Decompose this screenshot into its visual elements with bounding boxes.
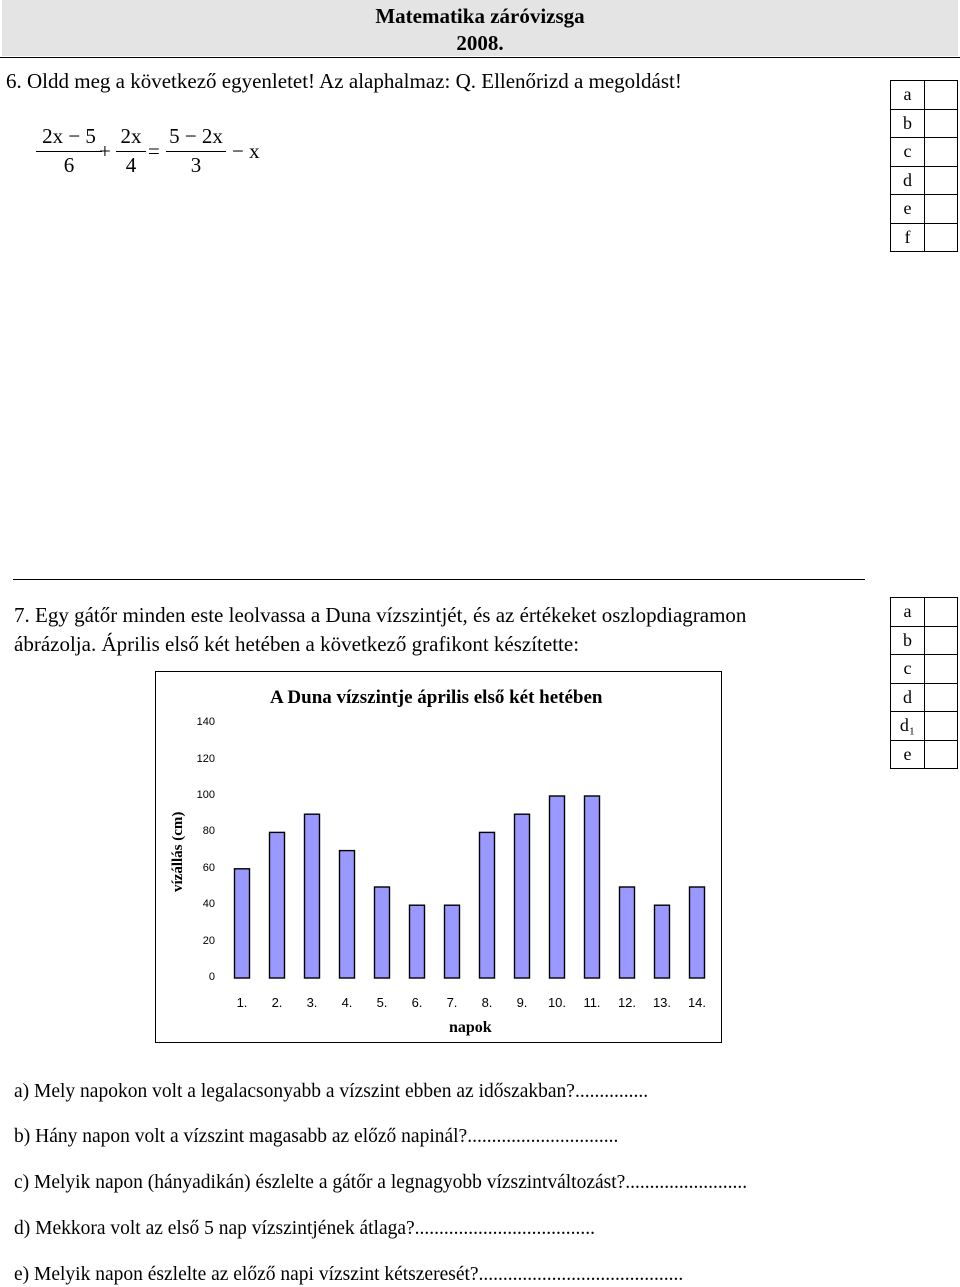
fraction-3: 5 − 2x 3 [166,124,226,178]
grade-label: c [891,655,925,684]
grade-label: e [891,195,925,224]
equals-sign: = [148,139,160,163]
grade-label: b [891,626,925,655]
x-tick-label: 9. [516,995,528,1010]
y-tick-label: 60 [202,861,215,874]
x-tick-label: 12. [617,995,637,1010]
question-e: e) Melyik napon észlelte az előző napi vízszint kétszeresét?.......................................... [14,1264,684,1285]
plus-sign: + [99,139,111,163]
x-tick-label: 6. [411,995,423,1010]
grade-label: d₁ [891,712,925,741]
fraction-2: 2x 4 [116,124,146,178]
chart-bar [655,905,670,978]
chart-bar [480,832,495,978]
grade-label: f [891,223,925,252]
x-tick-label: 14. [687,995,707,1010]
y-tick-label: 120 [196,752,215,765]
y-tick-label: 80 [202,825,215,838]
y-tick-label: 140 [196,716,215,729]
grade-label: c [891,138,925,167]
chart-bar [515,814,530,978]
x-tick-label: 3. [306,995,318,1010]
x-tick-label: 4. [341,995,353,1010]
x-tick-label: 1. [236,995,248,1010]
chart-bar [235,869,250,978]
chart-bar [340,851,355,978]
y-tick-label: 40 [202,898,215,911]
chart-x-label: napok [449,1019,492,1036]
x-tick-label: 11. [583,995,601,1010]
chart-bar [585,796,600,978]
question-d: d) Mekkora volt az első 5 nap vízszintjének átlaga?..................................... [14,1218,596,1239]
grade-label: a [891,598,925,627]
fraction-1: 2x − 5 6 [36,124,102,178]
chart-y-label: vízállás (cm) [170,811,186,892]
chart-bar [410,905,425,978]
exam-year: 2008. [456,31,504,55]
x-tick-label: 2. [271,995,283,1010]
question-c: c) Melyik napon (hányadikán) észlelte a gátőr a legnagyobb vízszintváltozást?......................... [14,1172,748,1193]
q7-prompt-line2: ábrázolja. Április első két hetében a következő grafikont készítette: [14,632,580,656]
y-tick-label: 100 [196,789,215,801]
question-a: a) Mely napokon volt a legalacsonyabb a vízszint ebben az időszakban?............... [14,1081,649,1102]
chart-bar [445,905,460,978]
chart-title: A Duna vízszintje április első két hetében [270,687,603,708]
y-tick-label: 0 [208,971,215,983]
grade-label: d [891,683,925,712]
grade-label: a [891,81,925,110]
chart-bar [550,796,565,978]
grade-label: b [891,109,925,138]
grade-label: e [891,740,925,769]
q6-prompt: 6. Oldd meg a következő egyenletet! Az alaphalmaz: Q. Ellenőrizd a megoldást! [6,69,682,93]
grade-label: d [891,166,925,195]
chart-bar [690,887,705,978]
x-tick-label: 10. [547,995,567,1010]
q7-prompt-line1: 7. Egy gátőr minden este leolvassa a Duna vízszintjét, és az értékeket oszlopdiagramon [14,603,747,627]
x-tick-label: 7. [446,995,458,1010]
chart-bar [375,887,390,978]
question-b: b) Hány napon volt a vízszint magasabb az előző napinál?............................... [14,1126,619,1147]
x-tick-label: 5. [376,995,388,1010]
chart-bar [305,814,320,978]
chart-bar [270,832,285,978]
y-tick-label: 20 [202,934,215,947]
x-tick-label: 8. [481,995,493,1010]
exam-title: Matematika záróvizsga [375,4,585,28]
x-tick-label: 13. [652,995,672,1010]
equation-tail: − x [232,139,260,163]
chart-bar [620,887,635,978]
